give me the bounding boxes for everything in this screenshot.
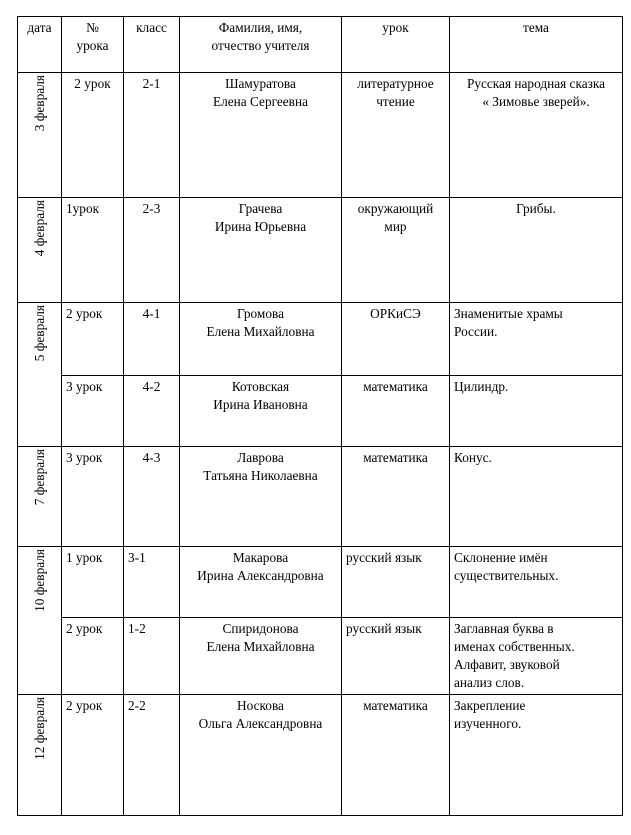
date-cell: 5 февраля: [18, 303, 62, 447]
header-row: [18, 17, 623, 73]
class-cell: 1-2: [124, 618, 180, 695]
subject-cell: русский язык: [342, 547, 450, 618]
teacher-cell: Носкова Ольга Александровна: [180, 695, 342, 816]
lesson-cell: 1 урок: [62, 547, 124, 618]
table-row: [18, 303, 623, 376]
topic-cell: Русская народная сказка « Зимовье зверей».: [450, 73, 623, 198]
teacher-cell: Грачева Ирина Юрьевна: [180, 198, 342, 303]
table-row: [18, 547, 623, 618]
class-cell: 2-3: [124, 198, 180, 303]
date-cell: 10 февраля: [18, 547, 62, 695]
header-class: класс: [124, 17, 180, 73]
header-topic: тема: [450, 17, 623, 73]
class-cell: 4-1: [124, 303, 180, 376]
table-row: [18, 447, 623, 547]
header-subject: урок: [342, 17, 450, 73]
subject-cell: русский язык: [342, 618, 450, 695]
topic-cell: Знаменитые храмы России.: [450, 303, 623, 376]
table-row: [18, 198, 623, 303]
topic-cell: Закрепление изученного.: [450, 695, 623, 816]
class-cell: 4-2: [124, 376, 180, 447]
lesson-cell: 2 урок: [62, 303, 124, 376]
class-cell: 4-3: [124, 447, 180, 547]
subject-cell: математика: [342, 376, 450, 447]
table-row: [18, 695, 623, 816]
lesson-cell: 3 урок: [62, 447, 124, 547]
teacher-cell: Лаврова Татьяна Николаевна: [180, 447, 342, 547]
lesson-cell: 2 урок: [62, 618, 124, 695]
topic-cell: Заглавная буква в именах собственных. Алфавит, звуковой анализ слов.: [450, 618, 623, 695]
date-cell: 4 февраля: [18, 198, 62, 303]
teacher-cell: Громова Елена Михайловна: [180, 303, 342, 376]
topic-cell: Цилиндр.: [450, 376, 623, 447]
subject-cell: ОРКиСЭ: [342, 303, 450, 376]
lesson-cell: 1урок: [62, 198, 124, 303]
date-cell: 12 февраля: [18, 695, 62, 816]
subject-cell: литературное чтение: [342, 73, 450, 198]
date-cell: 7 февраля: [18, 447, 62, 547]
subject-cell: математика: [342, 695, 450, 816]
teacher-cell: Шамуратова Елена Сергеевна: [180, 73, 342, 198]
teacher-cell: Спиридонова Елена Михайловна: [180, 618, 342, 695]
class-cell: 3-1: [124, 547, 180, 618]
schedule-table: [17, 16, 623, 816]
teacher-cell: Макарова Ирина Александровна: [180, 547, 342, 618]
table-row: [18, 618, 623, 695]
class-cell: 2-1: [124, 73, 180, 198]
topic-cell: Склонение имён существительных.: [450, 547, 623, 618]
topic-cell: Грибы.: [450, 198, 623, 303]
header-date: дата: [18, 17, 62, 73]
date-cell: 3 февраля: [18, 73, 62, 198]
table-row: [18, 73, 623, 198]
lesson-cell: 3 урок: [62, 376, 124, 447]
header-lesson-number: № урока: [62, 17, 124, 73]
teacher-cell: Котовская Ирина Ивановна: [180, 376, 342, 447]
lesson-cell: 2 урок: [62, 695, 124, 816]
header-teacher: Фамилия, имя, отчество учителя: [180, 17, 342, 73]
table-row: [18, 376, 623, 447]
subject-cell: окружающий мир: [342, 198, 450, 303]
lesson-cell: 2 урок: [62, 73, 124, 198]
class-cell: 2-2: [124, 695, 180, 816]
topic-cell: Конус.: [450, 447, 623, 547]
subject-cell: математика: [342, 447, 450, 547]
